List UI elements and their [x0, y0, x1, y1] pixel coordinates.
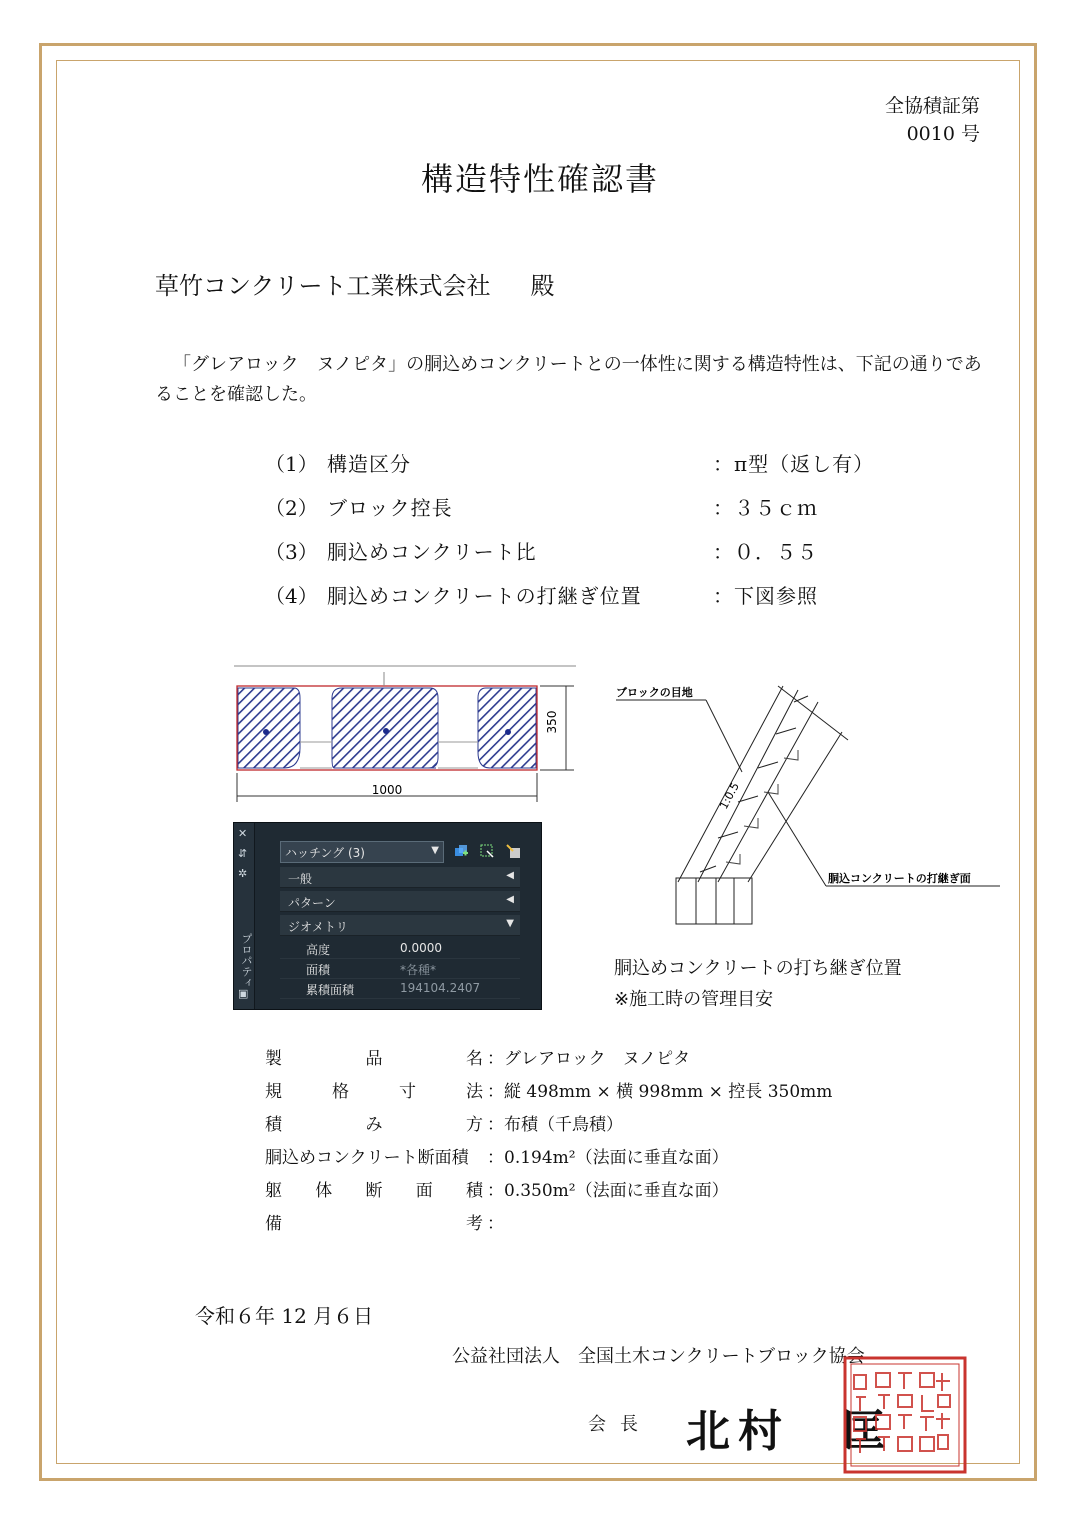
- item-number: （1）: [265, 452, 318, 476]
- item-label: 構造区分: [327, 452, 411, 476]
- slope-section-diagram: [608, 672, 1008, 932]
- panel-vertical-title: プロパティ: [240, 933, 253, 988]
- height-dimension-label: 350: [545, 710, 559, 734]
- president-signature: 北村 匡: [686, 1406, 894, 1457]
- property-key: 高度: [306, 943, 331, 957]
- issuing-organization: 公益社団法人 全国土木コンクリートブロック協会: [452, 1346, 865, 1367]
- section-label: 一般: [288, 872, 313, 886]
- foundation: [676, 878, 752, 924]
- spec-value: ：布積（千鳥積）: [487, 1115, 623, 1135]
- intro-paragraph: 「グレアロック ヌノピタ」の胴込めコンクリートとの一体性に関する構造特性は、下記の通りであることを確認した。: [155, 354, 982, 405]
- property-value: 194104.2407: [400, 981, 481, 995]
- property-row-elevation[interactable]: [280, 939, 520, 959]
- certificate-number-label: 全協積証第: [884, 95, 980, 117]
- item-value: ：０．５５: [713, 540, 818, 564]
- slope-top-line: [778, 686, 848, 740]
- item-number: （2）: [265, 496, 318, 520]
- quick-select-icon[interactable]: [505, 843, 521, 859]
- width-dimension-label: 1000: [371, 783, 403, 797]
- hole-right: [505, 729, 511, 735]
- leader-joint: [706, 700, 742, 772]
- label-slope-ratio: 1:0.5: [717, 780, 742, 812]
- hatch-right: [478, 688, 536, 768]
- leader-pour: [768, 792, 826, 886]
- certificate-number-value: 0010 号: [906, 123, 980, 145]
- property-key: 累積面積: [306, 983, 355, 997]
- diagram-note: ※施工時の管理目安: [614, 989, 774, 1010]
- recipient: [155, 266, 555, 301]
- property-key: 面積: [306, 963, 331, 977]
- document-title: 構造特性確認書: [420, 160, 659, 198]
- spec-value: ：0.350m²（法面に垂直な面）: [487, 1181, 729, 1201]
- president-title: 会長: [588, 1414, 652, 1435]
- pin-icon[interactable]: ⇵: [238, 847, 248, 860]
- close-icon[interactable]: ✕: [238, 827, 248, 840]
- item-label: 胴込めコンクリート比: [327, 540, 537, 564]
- cad-properties-panel: [233, 822, 542, 1010]
- property-value: *各種*: [400, 963, 437, 977]
- section-pattern[interactable]: [280, 891, 520, 912]
- seal-glyphs: [854, 1373, 950, 1453]
- chevron-down-icon: ▼: [506, 918, 514, 929]
- item-label: ブロック控長: [327, 496, 453, 520]
- spec-key: 備 考: [265, 1214, 483, 1234]
- block-joints: [700, 696, 808, 872]
- hatch-center: [332, 688, 438, 768]
- spec-key: 胴込めコンクリート断面積: [265, 1148, 469, 1168]
- property-row-cumulative-area[interactable]: [280, 979, 520, 999]
- properties-icon[interactable]: ▣: [238, 987, 249, 1000]
- spec-value: ：0.194m²（法面に垂直な面）: [487, 1148, 729, 1168]
- label-block-joint: ブロックの目地: [616, 686, 693, 699]
- diagram-caption: 胴込めコンクリートの打ち継ぎ位置: [614, 958, 902, 979]
- certificate-number: [885, 92, 980, 148]
- hole-center: [383, 728, 389, 734]
- property-row-area[interactable]: [280, 959, 520, 979]
- dropdown-value: ハッチング (3): [285, 846, 365, 860]
- recipient-honorific: 殿: [530, 272, 555, 300]
- chevron-left-icon: ◀: [506, 870, 514, 881]
- item-value: ：３５ｃｍ: [713, 496, 818, 520]
- hole-left: [263, 729, 269, 735]
- item-number: （3）: [265, 540, 318, 564]
- spec-key: 製 品 名: [265, 1049, 483, 1069]
- spec-value: ：グレアロック ヌノピタ: [487, 1049, 691, 1069]
- select-objects-icon[interactable]: [479, 843, 495, 859]
- spec-key: 躯 体 断 面 積: [265, 1181, 483, 1201]
- chevron-down-icon: ▼: [431, 845, 439, 856]
- toggle-pickadd-icon[interactable]: [453, 843, 469, 859]
- foundation-divisions: [696, 878, 734, 924]
- settings-icon[interactable]: ✲: [238, 867, 248, 880]
- property-value: 0.0000: [400, 941, 442, 955]
- section-label: ジオメトリ: [288, 920, 348, 934]
- spec-value: ：: [487, 1214, 504, 1234]
- item-number: （4）: [265, 584, 318, 608]
- spec-value: ：縦 498mm × 横 998mm × 控長 350mm: [487, 1082, 833, 1102]
- chevron-left-icon: ◀: [506, 894, 514, 905]
- label-pour-joint: 胴込コンクリートの打継ぎ面: [828, 872, 971, 885]
- slope-lines: [678, 686, 842, 882]
- issue-date: 令和６年 12 月６日: [195, 1304, 374, 1328]
- item-value: ：π型（返し有）: [713, 452, 875, 476]
- hatch-left: [238, 688, 300, 768]
- item-label: 胴込めコンクリートの打継ぎ位置: [327, 584, 642, 608]
- official-seal: [842, 1355, 968, 1475]
- item-value: ：下図参照: [713, 584, 818, 608]
- section-general[interactable]: [280, 867, 520, 888]
- spec-key: 積 み 方: [265, 1115, 483, 1135]
- section-geometry[interactable]: [280, 915, 520, 936]
- object-type-dropdown[interactable]: [280, 841, 444, 863]
- block-cross-section-drawing: [224, 658, 584, 808]
- section-label: パターン: [288, 896, 336, 910]
- recipient-name: 草竹コンクリート工業株式会社: [155, 272, 491, 300]
- spec-key: 規 格 寸 法: [265, 1082, 483, 1102]
- panel-sidebar: [234, 823, 255, 1009]
